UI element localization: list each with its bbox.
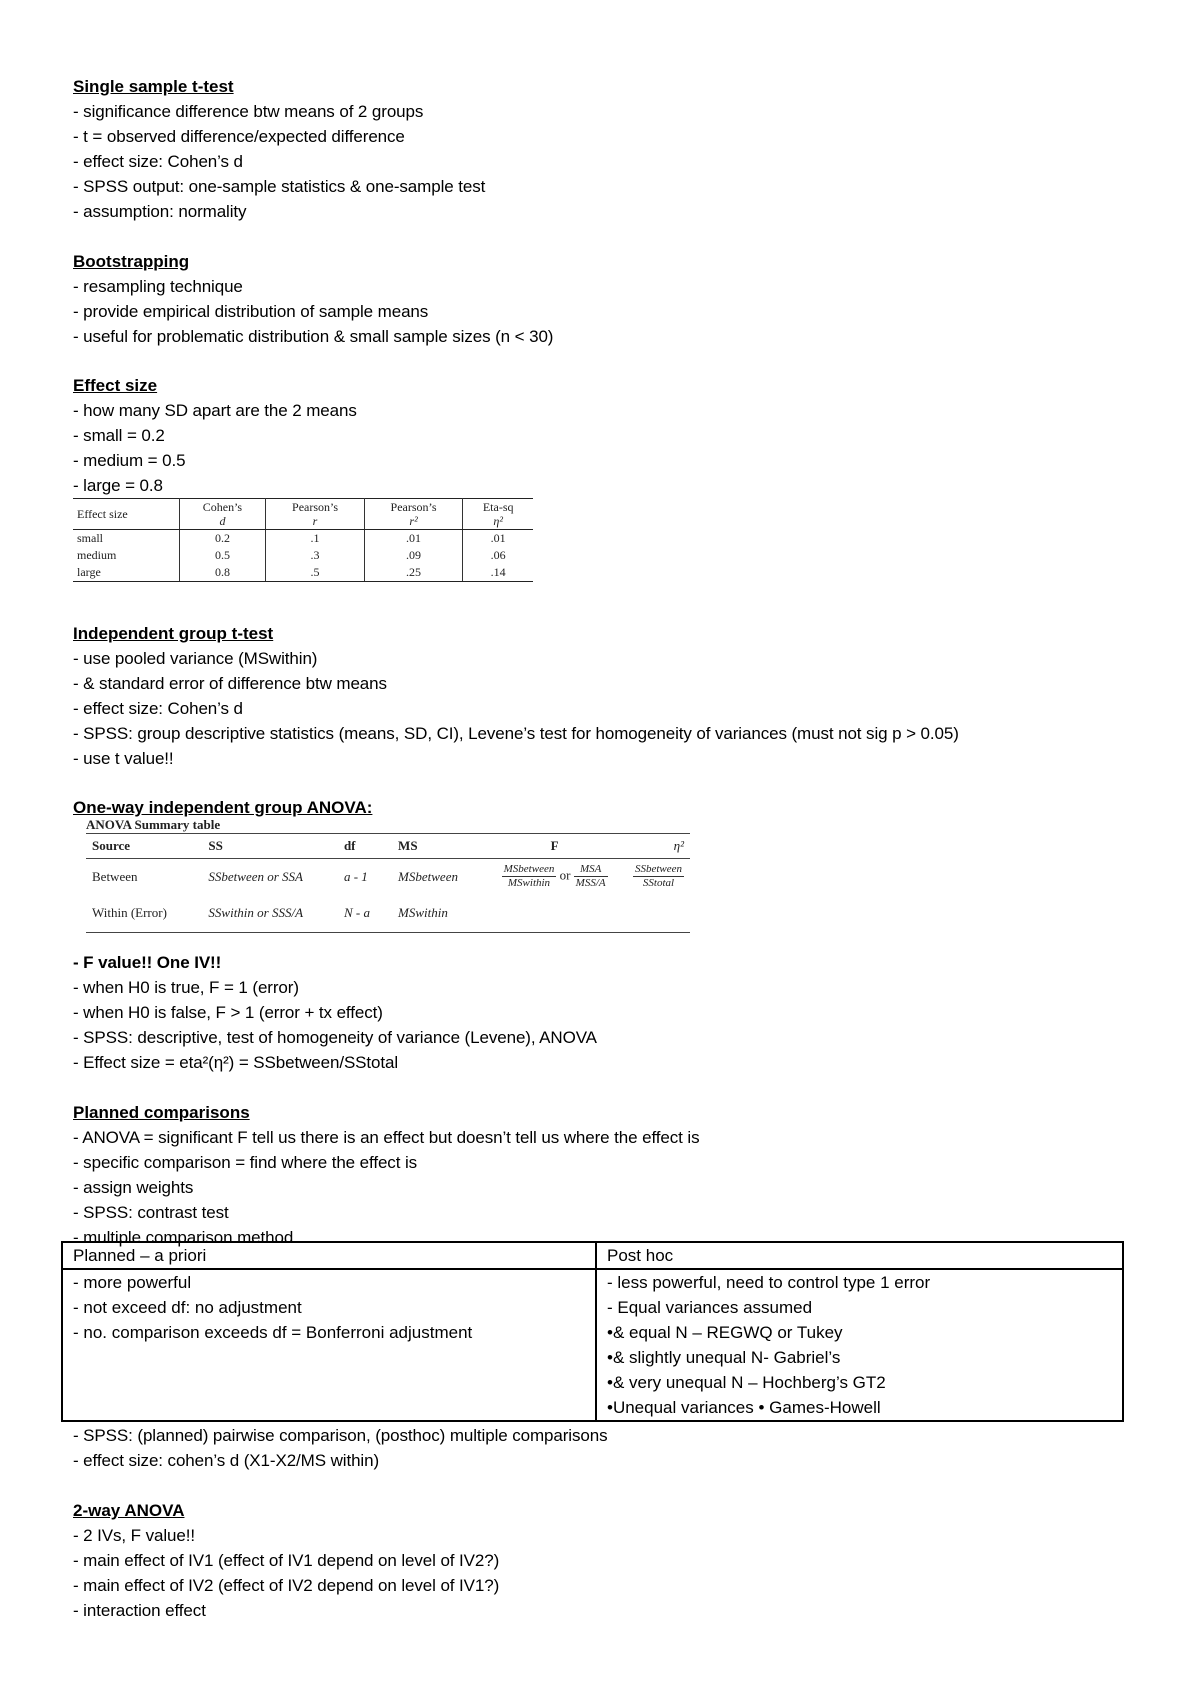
list-item: - significance difference btw means of 2 groups [73, 102, 424, 121]
list-item: - useful for problematic distribution & small sample sizes (n < 30) [73, 327, 554, 346]
section-bootstrapping [73, 249, 553, 349]
header-sub: r² [409, 514, 418, 528]
heading-oneway-anova: One-way independent group ANOVA: [73, 798, 373, 817]
fraction-denominator: SStotal [642, 877, 675, 889]
list-item: - main effect of IV1 (effect of IV1 depend on level of IV2?) [73, 1551, 500, 1570]
list-item: - how many SD apart are the 2 means [73, 401, 357, 420]
table-row [73, 530, 533, 548]
header-label: Effect size [77, 507, 128, 521]
bullet-item: • & very unequal N – Hochberg’s GT2 [607, 1370, 1112, 1395]
list-item: - medium = 0.5 [73, 451, 186, 470]
table-header: Source [86, 834, 202, 859]
table-header-row [62, 1242, 1123, 1269]
list-item: - more powerful [73, 1273, 192, 1292]
table-header: SS [202, 834, 338, 859]
list-item: - effect size: Cohen’s d [73, 152, 243, 171]
table-cell: .01 [463, 530, 533, 548]
list-item: - when H0 is true, F = 1 (error) [73, 978, 299, 997]
list-item: - effect size: Cohen’s d [73, 699, 243, 718]
fraction-numerator: MSA [574, 863, 608, 877]
table-cell [627, 894, 690, 933]
table-header [179, 499, 266, 530]
list-item: - SPSS: contrast test [73, 1203, 229, 1222]
fraction-denominator: MSS/A [575, 877, 606, 889]
table-cell: large [73, 564, 179, 582]
list-item: - assumption: normality [73, 202, 247, 221]
f-fraction [574, 863, 608, 890]
list-item: - t = observed difference/expected difference [73, 127, 405, 146]
table-row [86, 859, 690, 895]
table-cell: MSbetween [398, 868, 458, 884]
list-item: - 2 IVs, F value!! [73, 1526, 195, 1545]
header-sub: d [219, 514, 226, 528]
table-header: MS [392, 834, 482, 859]
anova-summary-table-image [86, 817, 690, 943]
table-cell: .14 [463, 564, 533, 582]
table-header [463, 499, 533, 530]
table-cell [482, 894, 627, 933]
list-item: - ANOVA = significant F tell us there is an effect but doesn’t tell us where the effect is [73, 1128, 700, 1147]
table-header [73, 499, 179, 530]
list-item: - SPSS: (planned) pairwise comparison, (posthoc) multiple comparisons [73, 1426, 608, 1445]
list-item: - large = 0.8 [73, 476, 163, 495]
table-row [73, 547, 533, 564]
list-item: - use t value!! [73, 749, 174, 768]
heading-single-sample: Single sample t-test [73, 77, 234, 96]
anova-table-title: ANOVA Summary table [86, 817, 221, 832]
table-header: η² [627, 834, 690, 859]
list-item: - use pooled variance (MSwithin) [73, 649, 318, 668]
fraction-numerator: MSbetween [503, 863, 555, 875]
header-label: Pearson’s [390, 500, 437, 514]
table-cell: N - a [338, 894, 392, 933]
table-cell: small [77, 531, 103, 545]
table-cell [596, 1269, 1123, 1421]
list-item: - small = 0.2 [73, 426, 165, 445]
f-fraction [502, 863, 557, 890]
section-twoway-anova [73, 1498, 499, 1623]
section-single-sample [73, 74, 485, 224]
list-item: - when H0 is false, F > 1 (error + tx effect) [73, 1003, 383, 1022]
table-cell: 0.8 [179, 564, 266, 582]
list-item: - multiple comparison method [73, 1228, 294, 1247]
table-row [73, 564, 533, 582]
table-header: df [338, 834, 392, 859]
header-label: Eta-sq [482, 500, 514, 514]
list-item: - specific comparison = find where the effect is [73, 1153, 418, 1172]
table-cell: .09 [364, 547, 463, 564]
table-header [364, 499, 463, 530]
header-sub: η² [493, 514, 503, 528]
table-cell: SSbetween or SSA [208, 868, 303, 884]
bullet-item: • & equal N – REGWQ or Tukey [607, 1320, 1112, 1345]
list-item: - resampling technique [73, 277, 243, 296]
list-item: - SPSS output: one-sample statistics & one-sample test [73, 177, 486, 196]
heading-planned-comparisons: Planned comparisons [73, 1103, 250, 1122]
or-label: or [559, 867, 571, 883]
effect-size-table-image [73, 498, 533, 587]
heading-independent-t-test: Independent group t-test [73, 624, 274, 643]
table-cell: .3 [266, 547, 365, 564]
table-cell [62, 1269, 596, 1421]
table-header-row [86, 834, 690, 859]
comparison-method-table [61, 1241, 1124, 1422]
list-item: - no. comparison exceeds df = Bonferroni adjustment [73, 1323, 473, 1342]
section-effect-size [73, 373, 357, 498]
list-item: - SPSS: group descriptive statistics (means, SD, CI), Levene’s test for homogeneity of variances (must not sig p > 0.05) [73, 724, 959, 743]
list-item: - interaction effect [73, 1601, 206, 1620]
table-header: Post hoc [596, 1242, 1123, 1269]
table-cell [482, 859, 627, 895]
table-cell: .1 [266, 530, 365, 548]
eta-fraction [633, 863, 684, 890]
table-cell: 0.5 [179, 547, 266, 564]
anova-summary-table [86, 833, 690, 933]
table-cell: Within (Error) [86, 894, 202, 933]
heading-effect-size: Effect size [73, 376, 158, 395]
list-item: - assign weights [73, 1178, 194, 1197]
table-header [266, 499, 365, 530]
list-item: - not exceed df: no adjustment [73, 1298, 302, 1317]
table-row [86, 894, 690, 933]
effect-size-table [73, 498, 533, 582]
table-cell: a - 1 [343, 868, 368, 884]
list-item: - SPSS: descriptive, test of homogeneity of variance (Levene), ANOVA [73, 1028, 597, 1047]
list-item: - provide empirical distribution of sample means [73, 302, 429, 321]
bullet-item: • Unequal variances • Games-Howell [607, 1395, 1112, 1420]
list-item: - main effect of IV2 (effect of IV2 depend on level of IV1?) [73, 1576, 500, 1595]
table-row [62, 1269, 1123, 1421]
table-cell: .06 [463, 547, 533, 564]
table-cell: SSwithin or SSS/A [202, 894, 338, 933]
table-cell: .25 [364, 564, 463, 582]
table-cell: .5 [266, 564, 365, 582]
fraction-denominator: MSwithin [507, 877, 551, 889]
section-planned-after [73, 1423, 608, 1473]
table-cell: MSwithin [392, 894, 482, 933]
list-item: - F value!! One IV!! [73, 953, 222, 972]
list-item: - Equal variances assumed [607, 1298, 813, 1317]
table-cell: 0.2 [179, 530, 266, 548]
bullet-item: • & slightly unequal N- Gabriel’s [607, 1345, 1112, 1370]
table-cell [627, 859, 690, 895]
list-item: - & standard error of difference btw means [73, 674, 387, 693]
list-item: - less powerful, need to control type 1 error [607, 1273, 931, 1292]
table-header: F [482, 834, 627, 859]
header-sub: r [312, 514, 318, 528]
header-label: Pearson’s [292, 500, 339, 514]
table-cell: Between [92, 868, 138, 884]
fraction-numerator: SSbetween [634, 863, 682, 875]
header-label: Cohen’s [202, 500, 243, 514]
table-header: Planned – a priori [62, 1242, 596, 1269]
section-oneway-notes [73, 950, 597, 1075]
heading-twoway-anova: 2-way ANOVA [73, 1501, 185, 1520]
table-cell: .01 [364, 530, 463, 548]
section-planned-comparisons [73, 1100, 699, 1250]
section-independent-t-test [73, 621, 959, 771]
list-item: - Effect size = eta²(η²) = SSbetween/SStotal [73, 1053, 399, 1072]
list-item: - effect size: cohen’s d (X1-X2/MS within) [73, 1451, 380, 1470]
heading-bootstrapping: Bootstrapping [73, 252, 190, 271]
table-cell: medium [77, 548, 117, 562]
